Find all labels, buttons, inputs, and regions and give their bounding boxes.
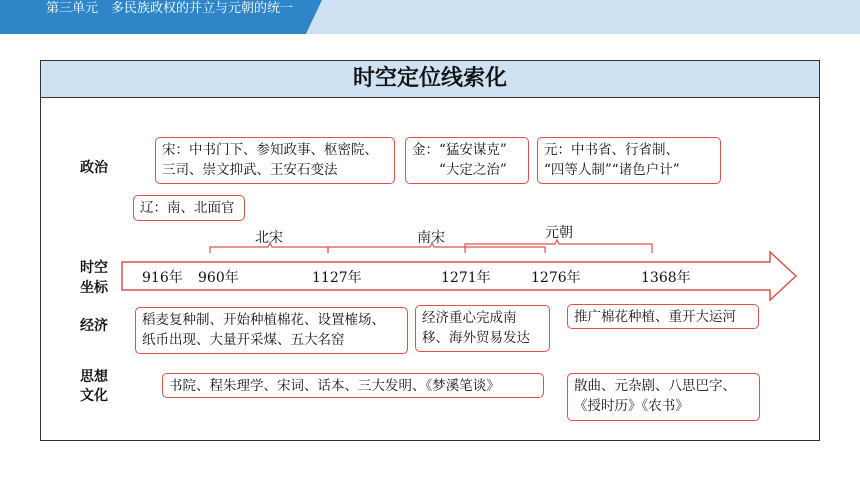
politics-yuan-box: 元：中书省、行省制、 “四等人制”“诸色户计” — [537, 137, 721, 184]
politics-jin-box: 金：“猛安谋克” “大定之治” — [405, 137, 529, 184]
culture-song-box: 书院、程朱理学、宋词、话本、三大发明、《梦溪笔谈》 — [162, 373, 544, 398]
economy-south-song-box: 经济重心完成南 移、海外贸易发达 — [415, 305, 550, 352]
row-label-politics: 政治 — [80, 160, 108, 176]
unit-title: 第三单元 多民族政权的并立与元朝的统一 — [46, 1, 294, 16]
dynasty-label-north-song: 北宋 — [255, 230, 283, 246]
year-1127: 1127年 — [312, 270, 362, 286]
politics-song-box: 宋：中书门下、参知政事、枢密院、 三司、崇文抑武、王安石变法 — [155, 137, 395, 184]
economy-yuan-box: 推广棉花种植、重开大运河 — [567, 304, 759, 329]
row-label-economy: 经济 — [80, 318, 108, 334]
year-1271: 1271年 — [441, 270, 491, 286]
row-label-thought-1: 思想 — [80, 369, 108, 385]
dynasty-label-yuan: 元朝 — [545, 225, 573, 241]
culture-yuan-box: 散曲、元杂剧、八思巴字、 《授时历》《农书》 — [567, 373, 760, 421]
row-label-timespace-2: 坐标 — [80, 280, 108, 296]
economy-song-box: 稻麦复种制、开始种植棉花、设置榷场、 纸币出现、大量开采煤、五大名窑 — [135, 307, 408, 354]
year-1368: 1368年 — [641, 270, 691, 286]
row-label-thought-2: 文化 — [80, 388, 108, 404]
year-916: 916年 — [142, 270, 183, 286]
panel-title: 时空定位线索化 — [41, 61, 819, 98]
row-label-timespace-1: 时空 — [80, 260, 108, 276]
dynasty-label-south-song: 南宋 — [417, 230, 445, 246]
year-960: 960年 — [198, 270, 239, 286]
politics-liao-box: 辽：南、北面官 — [133, 195, 245, 221]
year-1276: 1276年 — [531, 270, 581, 286]
